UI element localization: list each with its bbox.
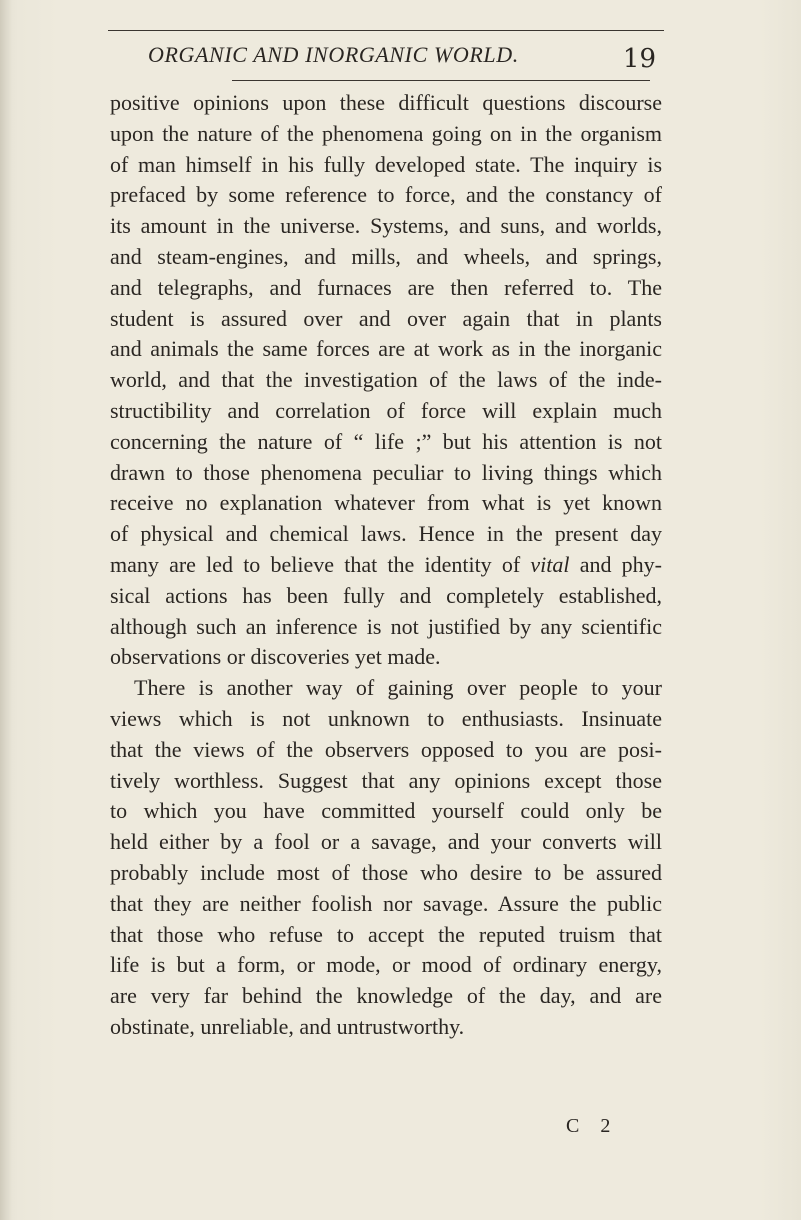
text-line: probably include most of those who desire to be assured	[110, 859, 662, 885]
text-line: There is another way of gaining over people to your	[134, 675, 662, 701]
running-head: ORGANIC AND INORGANIC WORLD.	[148, 42, 519, 67]
body-text	[110, 88, 662, 1043]
text-line: its amount in the universe. Systems, and suns, and worlds,	[110, 213, 662, 239]
text-line: views which is not unknown to enthusiasts. Insinuate	[110, 705, 662, 731]
header-rule	[232, 80, 650, 81]
page-header	[100, 34, 660, 84]
text-line: and steam-engines, and mills, and wheels, and springs,	[110, 243, 662, 269]
text-line: of man himself in his fully developed state. The inquiry is	[110, 151, 662, 177]
text-line: sical actions has been fully and completely established,	[110, 582, 662, 608]
text-line: many are led to believe that the identity of vital and phy-	[110, 551, 662, 577]
text-line: drawn to those phenomena peculiar to living things which	[110, 459, 662, 485]
text-line: to which you have committed yourself could only be	[110, 798, 662, 824]
paragraph-1	[110, 88, 662, 673]
text-line: that those who refuse to accept the reputed truism that	[110, 921, 662, 947]
page-number: 19	[622, 44, 656, 74]
text-line: concerning the nature of “ life ;” but his attention is not	[110, 428, 662, 454]
text-line: positive opinions upon these difficult questions discourse	[110, 90, 662, 115]
text-line: obstinate, unreliable, and untrustworthy.	[110, 1013, 465, 1039]
signature-mark: C 2	[566, 1115, 619, 1137]
page-gutter-shadow	[0, 0, 12, 1220]
top-rule	[108, 30, 664, 31]
text-line: receive no explanation whatever from what is yet known	[110, 490, 662, 516]
text-line: structibility and correlation of force will explain much	[110, 397, 662, 423]
text-line: observations or discoveries yet made.	[110, 644, 441, 670]
text-line: although such an inference is not justified by any scientific	[110, 613, 662, 639]
text-line: and telegraphs, and furnaces are then referred to. The	[110, 274, 662, 300]
emphasis-vital: vital	[530, 551, 570, 577]
text-line: that they are neither foolish nor savage. Assure the public	[110, 890, 662, 916]
text-line: prefaced by some reference to force, and the constancy of	[110, 182, 662, 208]
text-line: life is but a form, or mode, or mood of ordinary energy,	[110, 952, 662, 978]
text-line: upon the nature of the phenomena going on in the organism	[110, 120, 662, 146]
text-line: that the views of the observers opposed to you are posi-	[110, 736, 662, 762]
text-line: world, and that the investigation of the laws of the inde-	[110, 367, 662, 393]
text-line: held either by a fool or a savage, and your converts will	[110, 829, 662, 855]
text-line: tively worthless. Suggest that any opinions except those	[110, 767, 662, 793]
text-line: and animals the same forces are at work as in the inorganic	[110, 336, 662, 362]
paragraph-2	[110, 673, 662, 1043]
text-line: student is assured over and over again that in plants	[110, 305, 662, 331]
text-line: of physical and chemical laws. Hence in the present day	[110, 521, 662, 547]
text-line: are very far behind the knowledge of the day, and are	[110, 983, 662, 1009]
